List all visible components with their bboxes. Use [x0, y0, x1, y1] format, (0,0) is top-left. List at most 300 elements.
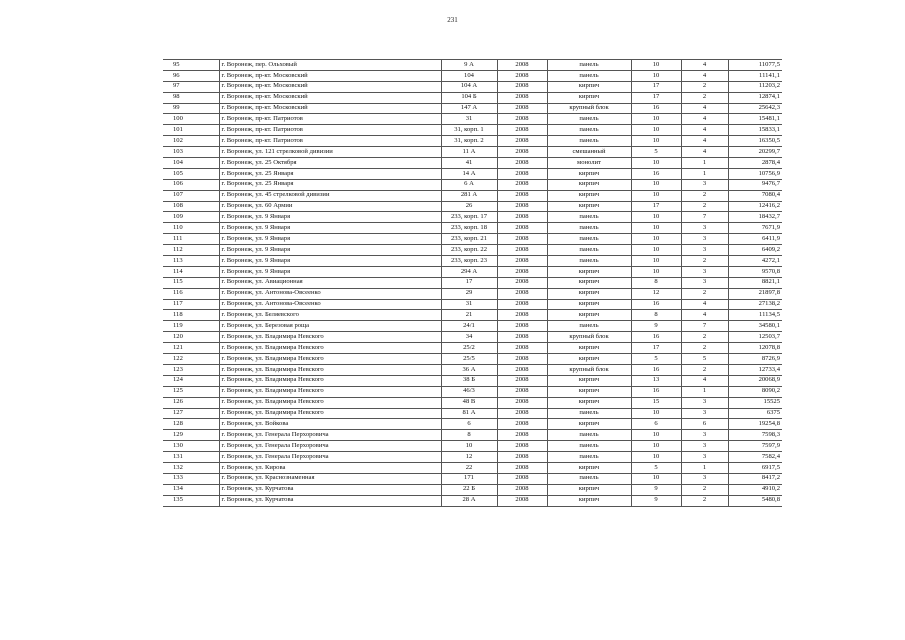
table-row: [163, 245, 782, 256]
address-cell: г. Воронеж, ул. Владимира Невского: [219, 343, 441, 354]
house-number-cell: 34: [441, 332, 497, 343]
area-cell: 27138,2: [728, 299, 782, 310]
entrances-cell: 2: [681, 81, 728, 92]
table-row: [163, 332, 782, 343]
floors-cell: 10: [631, 136, 681, 147]
entrances-cell: 7: [681, 321, 728, 332]
wall-material-cell: панель: [547, 321, 631, 332]
entrances-cell: 2: [681, 343, 728, 354]
year-cell: 2008: [497, 190, 547, 201]
address-cell: г. Воронеж, пр-кт. Патриотов: [219, 136, 441, 147]
area-cell: 5480,8: [728, 495, 782, 506]
wall-material-cell: панель: [547, 212, 631, 223]
housing-registry-table: [163, 59, 782, 507]
address-cell: г. Воронеж, ул. Березовая роща: [219, 321, 441, 332]
floors-cell: 17: [631, 201, 681, 212]
entrances-cell: 2: [681, 190, 728, 201]
address-cell: г. Воронеж, пр-кт. Московский: [219, 92, 441, 103]
year-cell: 2008: [497, 462, 547, 473]
entrances-cell: 4: [681, 147, 728, 158]
table-row: [163, 81, 782, 92]
house-number-cell: 14 А: [441, 168, 497, 179]
address-cell: г. Воронеж, ул. Владимира Невского: [219, 375, 441, 386]
row-number: 125: [163, 386, 219, 397]
table-row: [163, 441, 782, 452]
floors-cell: 10: [631, 266, 681, 277]
floors-cell: 10: [631, 179, 681, 190]
year-cell: 2008: [497, 158, 547, 169]
table-row: [163, 473, 782, 484]
wall-material-cell: панель: [547, 70, 631, 81]
row-number: 103: [163, 147, 219, 158]
year-cell: 2008: [497, 452, 547, 463]
address-cell: г. Воронеж, пр-кт. Московский: [219, 103, 441, 114]
entrances-cell: 5: [681, 354, 728, 365]
address-cell: г. Воронеж, ул. 45 стрелковой дивизии: [219, 190, 441, 201]
area-cell: 15525: [728, 397, 782, 408]
entrances-cell: 3: [681, 397, 728, 408]
address-cell: г. Воронеж, ул. 9 Января: [219, 234, 441, 245]
wall-material-cell: кирпич: [547, 179, 631, 190]
entrances-cell: 2: [681, 364, 728, 375]
address-cell: г. Воронеж, ул. Кирова: [219, 462, 441, 473]
table-row: [163, 190, 782, 201]
floors-cell: 16: [631, 364, 681, 375]
row-number: 133: [163, 473, 219, 484]
row-number: 116: [163, 288, 219, 299]
wall-material-cell: смешанный: [547, 147, 631, 158]
address-cell: г. Воронеж, ул. Авиационная: [219, 277, 441, 288]
entrances-cell: 4: [681, 103, 728, 114]
house-number-cell: 31: [441, 114, 497, 125]
address-cell: г. Воронеж, пр-кт. Патриотов: [219, 114, 441, 125]
floors-cell: 10: [631, 245, 681, 256]
year-cell: 2008: [497, 397, 547, 408]
year-cell: 2008: [497, 299, 547, 310]
row-number: 109: [163, 212, 219, 223]
row-number: 119: [163, 321, 219, 332]
year-cell: 2008: [497, 223, 547, 234]
area-cell: 19254,8: [728, 419, 782, 430]
address-cell: г. Воронеж, ул. Антонова-Овсеенко: [219, 288, 441, 299]
entrances-cell: 3: [681, 452, 728, 463]
house-number-cell: 233, корп. 18: [441, 223, 497, 234]
floors-cell: 17: [631, 81, 681, 92]
table-row: [163, 310, 782, 321]
house-number-cell: 9 А: [441, 60, 497, 71]
entrances-cell: 4: [681, 114, 728, 125]
address-cell: г. Воронеж, ул. 9 Января: [219, 223, 441, 234]
floors-cell: 8: [631, 277, 681, 288]
table-row: [163, 60, 782, 71]
address-cell: г. Воронеж, ул. Владимира Невского: [219, 408, 441, 419]
house-number-cell: 38 Б: [441, 375, 497, 386]
house-number-cell: 24/1: [441, 321, 497, 332]
row-number: 113: [163, 256, 219, 267]
table-row: [163, 452, 782, 463]
row-number: 118: [163, 310, 219, 321]
address-cell: г. Воронеж, ул. Генерала Перхоровича: [219, 441, 441, 452]
year-cell: 2008: [497, 430, 547, 441]
entrances-cell: 3: [681, 277, 728, 288]
wall-material-cell: кирпич: [547, 190, 631, 201]
table-row: [163, 321, 782, 332]
wall-material-cell: кирпич: [547, 397, 631, 408]
table-row: [163, 266, 782, 277]
entrances-cell: 3: [681, 441, 728, 452]
row-number: 131: [163, 452, 219, 463]
address-cell: г. Воронеж, ул. 9 Января: [219, 245, 441, 256]
year-cell: 2008: [497, 60, 547, 71]
area-cell: 6409,2: [728, 245, 782, 256]
floors-cell: 9: [631, 321, 681, 332]
row-number: 97: [163, 81, 219, 92]
floors-cell: 16: [631, 332, 681, 343]
area-cell: 7582,4: [728, 452, 782, 463]
house-number-cell: 25/5: [441, 354, 497, 365]
table-row: [163, 495, 782, 506]
year-cell: 2008: [497, 310, 547, 321]
address-cell: г. Воронеж, ул. 121 стрелковой дивизии: [219, 147, 441, 158]
table-row: [163, 430, 782, 441]
row-number: 104: [163, 158, 219, 169]
entrances-cell: 1: [681, 462, 728, 473]
house-number-cell: 36 А: [441, 364, 497, 375]
address-cell: г. Воронеж, ул. 9 Января: [219, 266, 441, 277]
year-cell: 2008: [497, 364, 547, 375]
floors-cell: 17: [631, 343, 681, 354]
wall-material-cell: панель: [547, 114, 631, 125]
house-number-cell: 22 Б: [441, 484, 497, 495]
house-number-cell: 48 В: [441, 397, 497, 408]
house-number-cell: 233, корп. 23: [441, 256, 497, 267]
area-cell: 9570,8: [728, 266, 782, 277]
wall-material-cell: панель: [547, 245, 631, 256]
row-number: 107: [163, 190, 219, 201]
year-cell: 2008: [497, 288, 547, 299]
table-row: [163, 375, 782, 386]
table-row: [163, 223, 782, 234]
table-row: [163, 234, 782, 245]
wall-material-cell: панель: [547, 234, 631, 245]
row-number: 123: [163, 364, 219, 375]
address-cell: г. Воронеж, ул. Антонова-Овсеенко: [219, 299, 441, 310]
area-cell: 7598,3: [728, 430, 782, 441]
table-row: [163, 256, 782, 267]
address-cell: г. Воронеж, ул. 9 Января: [219, 256, 441, 267]
table-row: [163, 92, 782, 103]
wall-material-cell: панель: [547, 430, 631, 441]
floors-cell: 13: [631, 375, 681, 386]
year-cell: 2008: [497, 234, 547, 245]
house-number-cell: 171: [441, 473, 497, 484]
year-cell: 2008: [497, 441, 547, 452]
floors-cell: 5: [631, 462, 681, 473]
area-cell: 12503,7: [728, 332, 782, 343]
entrances-cell: 4: [681, 136, 728, 147]
year-cell: 2008: [497, 473, 547, 484]
row-number: 121: [163, 343, 219, 354]
address-cell: г. Воронеж, пр-кт. Московский: [219, 70, 441, 81]
year-cell: 2008: [497, 419, 547, 430]
house-number-cell: 17: [441, 277, 497, 288]
address-cell: г. Воронеж, ул. Курчатова: [219, 484, 441, 495]
floors-cell: 5: [631, 147, 681, 158]
area-cell: 12416,2: [728, 201, 782, 212]
floors-cell: 16: [631, 103, 681, 114]
address-cell: г. Воронеж, ул. 25 Января: [219, 179, 441, 190]
house-number-cell: 6: [441, 419, 497, 430]
area-cell: 21897,8: [728, 288, 782, 299]
area-cell: 18432,7: [728, 212, 782, 223]
area-cell: 15833,1: [728, 125, 782, 136]
row-number: 117: [163, 299, 219, 310]
row-number: 110: [163, 223, 219, 234]
house-number-cell: 41: [441, 158, 497, 169]
entrances-cell: 3: [681, 234, 728, 245]
year-cell: 2008: [497, 256, 547, 267]
row-number: 95: [163, 60, 219, 71]
wall-material-cell: кирпич: [547, 288, 631, 299]
wall-material-cell: кирпич: [547, 495, 631, 506]
area-cell: 12874,1: [728, 92, 782, 103]
house-number-cell: 31: [441, 299, 497, 310]
address-cell: г. Воронеж, ул. Владимира Невского: [219, 332, 441, 343]
year-cell: 2008: [497, 212, 547, 223]
entrances-cell: 1: [681, 168, 728, 179]
entrances-cell: 3: [681, 245, 728, 256]
table-row: [163, 462, 782, 473]
address-cell: г. Воронеж, ул. 25 Января: [219, 168, 441, 179]
area-cell: 15481,1: [728, 114, 782, 125]
entrances-cell: 1: [681, 158, 728, 169]
wall-material-cell: монолит: [547, 158, 631, 169]
entrances-cell: 3: [681, 408, 728, 419]
row-number: 129: [163, 430, 219, 441]
wall-material-cell: кирпич: [547, 354, 631, 365]
wall-material-cell: кирпич: [547, 386, 631, 397]
address-cell: г. Воронеж, ул. Генерала Перхоровича: [219, 430, 441, 441]
floors-cell: 10: [631, 430, 681, 441]
area-cell: 20068,9: [728, 375, 782, 386]
year-cell: 2008: [497, 103, 547, 114]
address-cell: г. Воронеж, ул. Владимира Невского: [219, 386, 441, 397]
area-cell: 20299,7: [728, 147, 782, 158]
entrances-cell: 4: [681, 70, 728, 81]
entrances-cell: 2: [681, 92, 728, 103]
address-cell: г. Воронеж, ул. Генерала Перхоровича: [219, 452, 441, 463]
row-number: 130: [163, 441, 219, 452]
floors-cell: 10: [631, 452, 681, 463]
wall-material-cell: кирпич: [547, 310, 631, 321]
wall-material-cell: панель: [547, 125, 631, 136]
address-cell: г. Воронеж, ул. Беляевского: [219, 310, 441, 321]
wall-material-cell: кирпич: [547, 92, 631, 103]
house-number-cell: 233, корп. 17: [441, 212, 497, 223]
year-cell: 2008: [497, 495, 547, 506]
house-number-cell: 104 А: [441, 81, 497, 92]
entrances-cell: 4: [681, 299, 728, 310]
wall-material-cell: панель: [547, 473, 631, 484]
table-row: [163, 125, 782, 136]
wall-material-cell: панель: [547, 136, 631, 147]
table-row: [163, 136, 782, 147]
row-number: 126: [163, 397, 219, 408]
house-number-cell: 12: [441, 452, 497, 463]
row-number: 108: [163, 201, 219, 212]
year-cell: 2008: [497, 81, 547, 92]
entrances-cell: 2: [681, 332, 728, 343]
floors-cell: 10: [631, 212, 681, 223]
wall-material-cell: кирпич: [547, 484, 631, 495]
address-cell: г. Воронеж, ул. Владимира Невского: [219, 397, 441, 408]
area-cell: 9476,7: [728, 179, 782, 190]
year-cell: 2008: [497, 266, 547, 277]
area-cell: 11203,2: [728, 81, 782, 92]
year-cell: 2008: [497, 321, 547, 332]
entrances-cell: 2: [681, 256, 728, 267]
row-number: 99: [163, 103, 219, 114]
entrances-cell: 7: [681, 212, 728, 223]
floors-cell: 16: [631, 168, 681, 179]
house-number-cell: 21: [441, 310, 497, 321]
wall-material-cell: кирпич: [547, 462, 631, 473]
house-number-cell: 11 А: [441, 147, 497, 158]
wall-material-cell: кирпич: [547, 343, 631, 354]
row-number: 132: [163, 462, 219, 473]
row-number: 100: [163, 114, 219, 125]
floors-cell: 15: [631, 397, 681, 408]
address-cell: г. Воронеж, ул. Краснознаменная: [219, 473, 441, 484]
row-number: 96: [163, 70, 219, 81]
entrances-cell: 3: [681, 266, 728, 277]
year-cell: 2008: [497, 179, 547, 190]
wall-material-cell: кирпич: [547, 375, 631, 386]
area-cell: 12078,8: [728, 343, 782, 354]
year-cell: 2008: [497, 343, 547, 354]
house-number-cell: 233, корп. 22: [441, 245, 497, 256]
entrances-cell: 4: [681, 125, 728, 136]
entrances-cell: 2: [681, 484, 728, 495]
area-cell: 16350,5: [728, 136, 782, 147]
row-number: 111: [163, 234, 219, 245]
year-cell: 2008: [497, 70, 547, 81]
house-number-cell: 46/3: [441, 386, 497, 397]
floors-cell: 9: [631, 495, 681, 506]
house-number-cell: 25/2: [441, 343, 497, 354]
entrances-cell: 1: [681, 386, 728, 397]
year-cell: 2008: [497, 147, 547, 158]
area-cell: 11077,5: [728, 60, 782, 71]
floors-cell: 16: [631, 299, 681, 310]
area-cell: 6411,9: [728, 234, 782, 245]
address-cell: г. Воронеж, пр-кт. Московский: [219, 81, 441, 92]
wall-material-cell: кирпич: [547, 277, 631, 288]
wall-material-cell: крупный блок: [547, 103, 631, 114]
table-row: [163, 419, 782, 430]
floors-cell: 10: [631, 256, 681, 267]
entrances-cell: 6: [681, 419, 728, 430]
area-cell: 34580,1: [728, 321, 782, 332]
address-cell: г. Воронеж, ул. 25 Октября: [219, 158, 441, 169]
year-cell: 2008: [497, 168, 547, 179]
house-number-cell: 6 А: [441, 179, 497, 190]
wall-material-cell: панель: [547, 223, 631, 234]
year-cell: 2008: [497, 408, 547, 419]
table-row: [163, 201, 782, 212]
table-row: [163, 168, 782, 179]
wall-material-cell: панель: [547, 256, 631, 267]
row-number: 106: [163, 179, 219, 190]
table-row: [163, 484, 782, 495]
entrances-cell: 3: [681, 473, 728, 484]
table-row: [163, 354, 782, 365]
wall-material-cell: кирпич: [547, 168, 631, 179]
wall-material-cell: крупный блок: [547, 332, 631, 343]
row-number: 124: [163, 375, 219, 386]
entrances-cell: 4: [681, 310, 728, 321]
house-number-cell: 31, корп. 2: [441, 136, 497, 147]
wall-material-cell: кирпич: [547, 419, 631, 430]
area-cell: 8417,2: [728, 473, 782, 484]
floors-cell: 10: [631, 190, 681, 201]
entrances-cell: 2: [681, 288, 728, 299]
row-number: 134: [163, 484, 219, 495]
house-number-cell: 104 Б: [441, 92, 497, 103]
entrances-cell: 3: [681, 223, 728, 234]
house-number-cell: 10: [441, 441, 497, 452]
wall-material-cell: кирпич: [547, 266, 631, 277]
floors-cell: 5: [631, 354, 681, 365]
row-number: 127: [163, 408, 219, 419]
table-row: [163, 147, 782, 158]
area-cell: 6917,5: [728, 462, 782, 473]
year-cell: 2008: [497, 354, 547, 365]
table-row: [163, 70, 782, 81]
table-row: [163, 397, 782, 408]
year-cell: 2008: [497, 245, 547, 256]
area-cell: 12733,4: [728, 364, 782, 375]
wall-material-cell: панель: [547, 408, 631, 419]
table-row: [163, 212, 782, 223]
table-row: [163, 299, 782, 310]
house-number-cell: 233, корп. 21: [441, 234, 497, 245]
wall-material-cell: панель: [547, 441, 631, 452]
entrances-cell: 4: [681, 60, 728, 71]
table-body: [163, 60, 782, 507]
row-number: 135: [163, 495, 219, 506]
area-cell: 10756,9: [728, 168, 782, 179]
house-number-cell: 31, корп. 1: [441, 125, 497, 136]
address-cell: г. Воронеж, ул. Владимира Невского: [219, 354, 441, 365]
year-cell: 2008: [497, 92, 547, 103]
house-number-cell: 281 А: [441, 190, 497, 201]
row-number: 122: [163, 354, 219, 365]
address-cell: г. Воронеж, ул. Курчатова: [219, 495, 441, 506]
wall-material-cell: кирпич: [547, 201, 631, 212]
year-cell: 2008: [497, 386, 547, 397]
floors-cell: 10: [631, 60, 681, 71]
row-number: 105: [163, 168, 219, 179]
entrances-cell: 3: [681, 179, 728, 190]
table-row: [163, 386, 782, 397]
house-number-cell: 22: [441, 462, 497, 473]
house-number-cell: 147 А: [441, 103, 497, 114]
address-cell: г. Воронеж, пер. Ольховый: [219, 60, 441, 71]
address-cell: г. Воронеж, ул. 9 Января: [219, 212, 441, 223]
floors-cell: 10: [631, 223, 681, 234]
floors-cell: 6: [631, 419, 681, 430]
